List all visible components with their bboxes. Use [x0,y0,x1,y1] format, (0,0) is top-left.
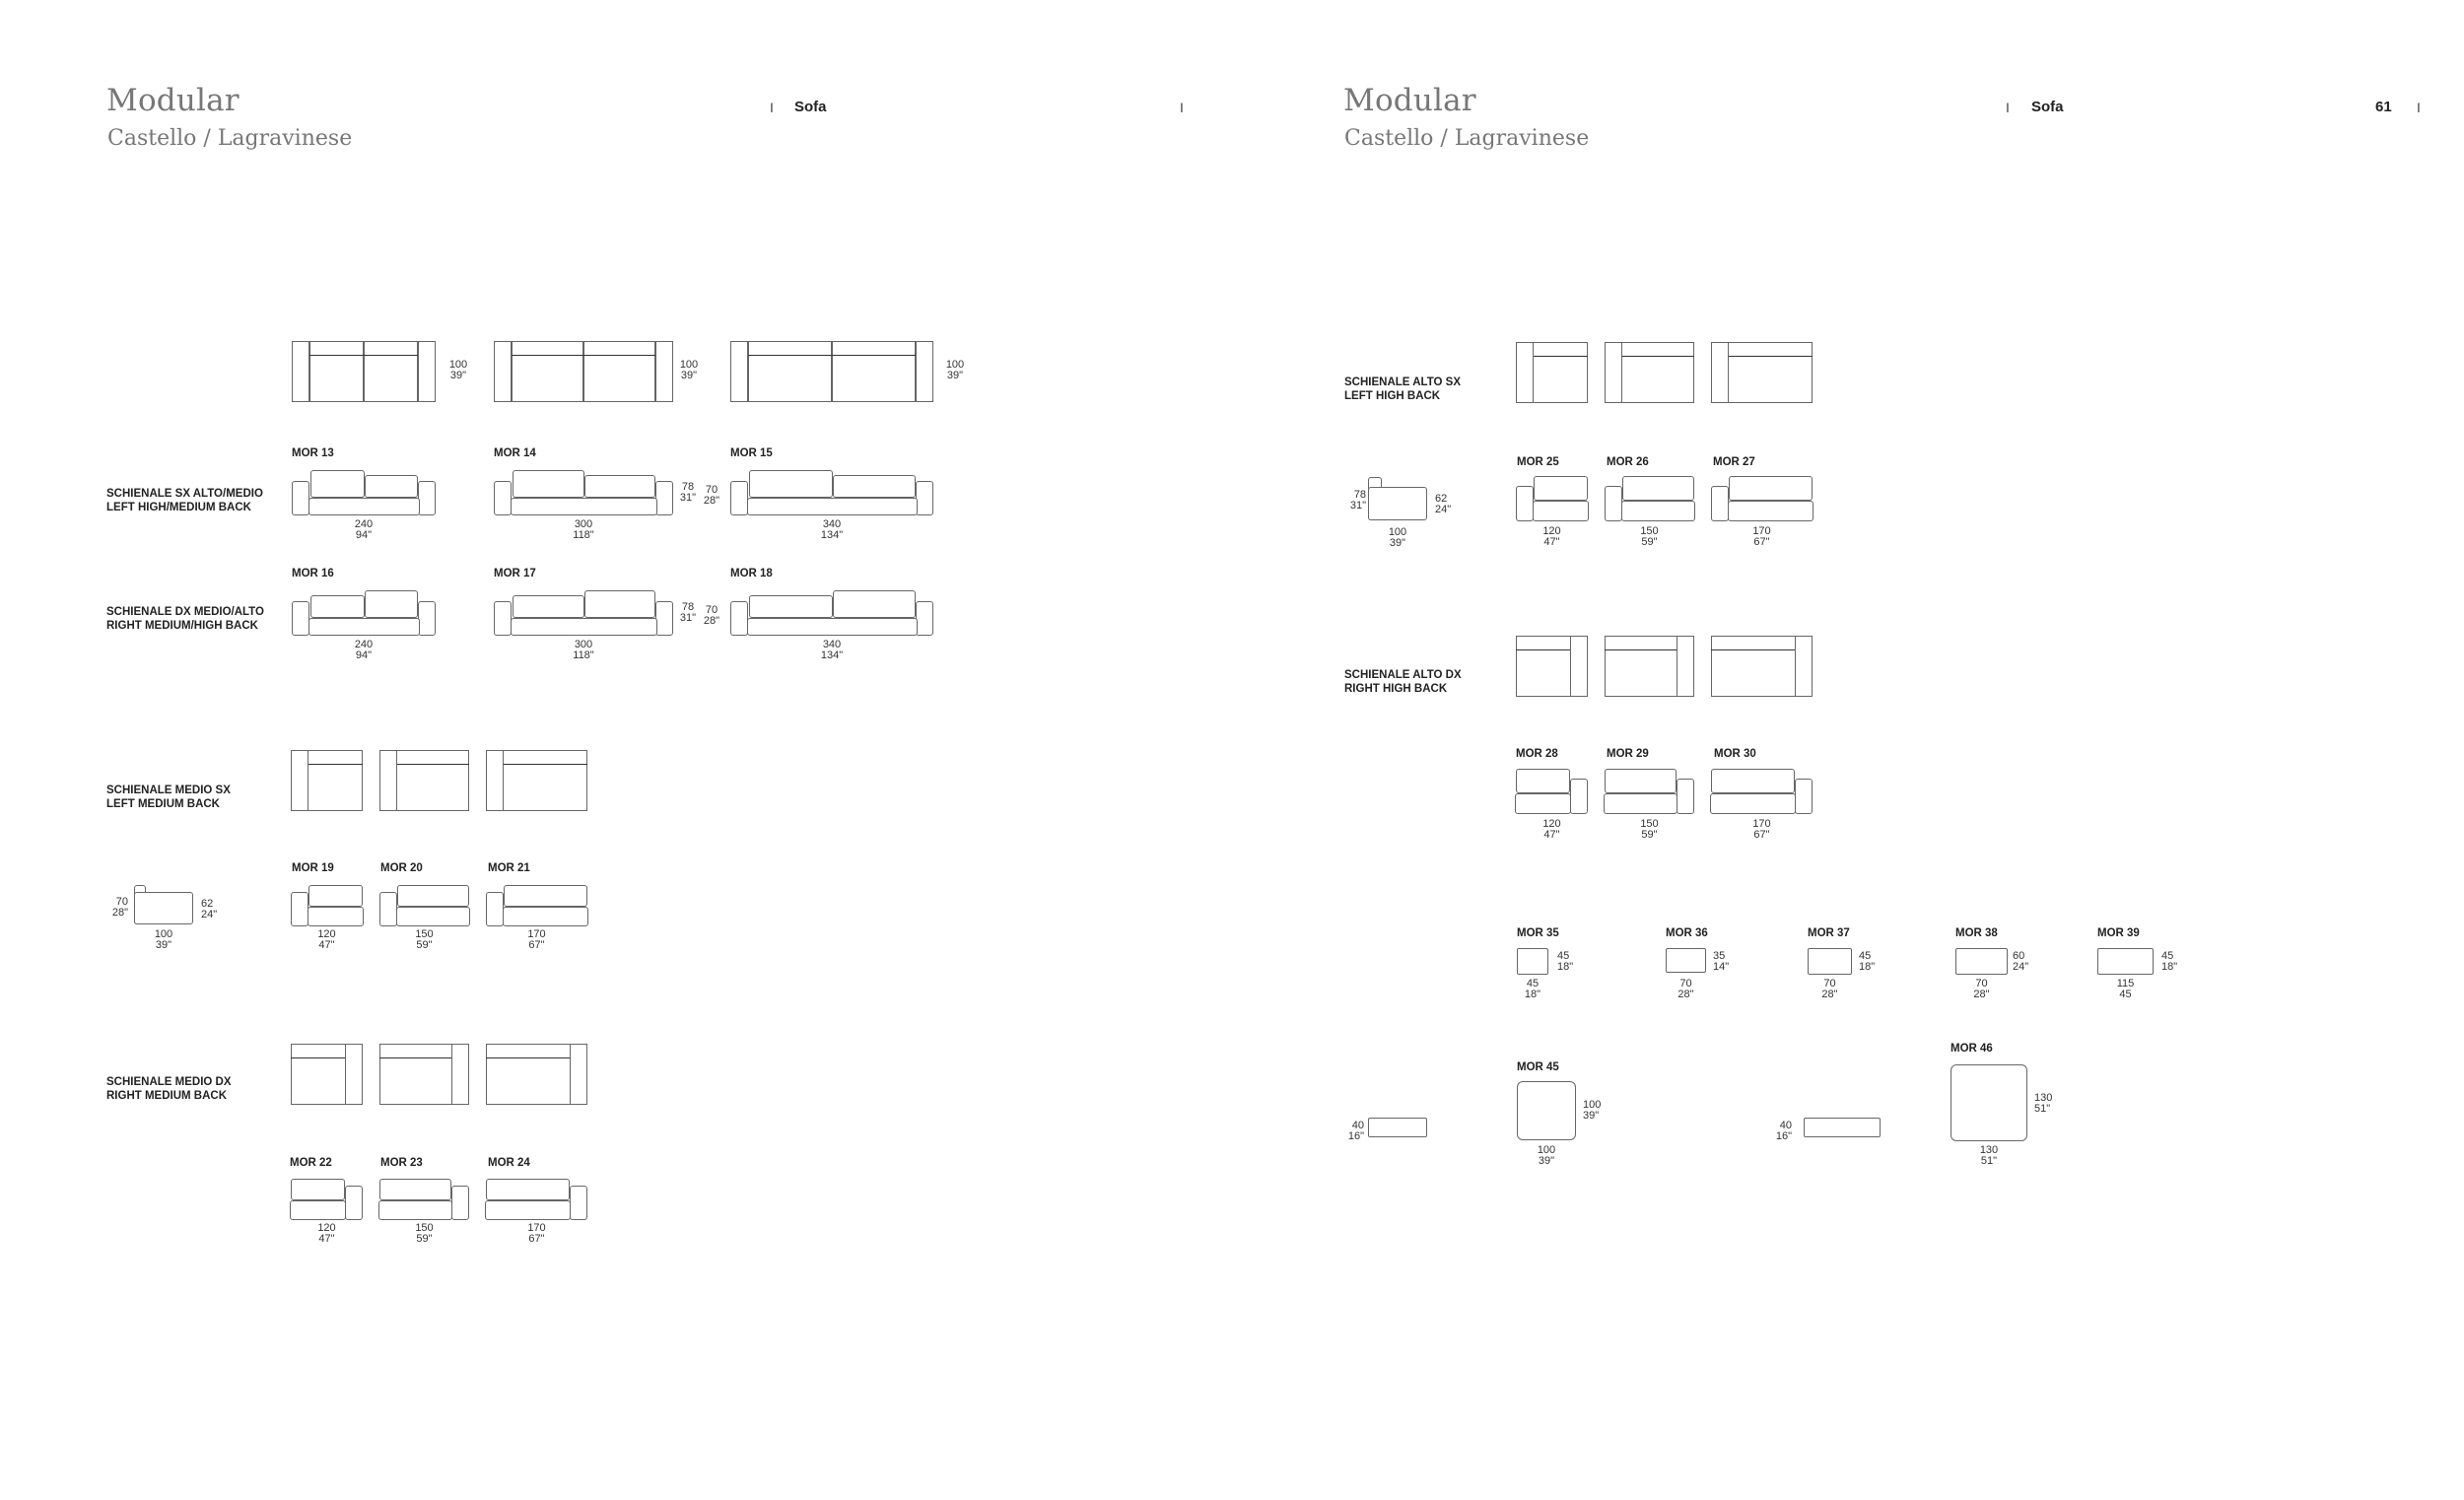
dimension: 340 134" [820,639,844,661]
model-code: MOR 45 [1517,1061,1559,1073]
dimension: 60 24" [2013,950,2029,973]
model-code: MOR 25 [1517,456,1559,468]
dimension: 70 28" [703,604,720,627]
model-code: MOR 17 [494,568,536,580]
dimension: 40 16" [1775,1120,1792,1142]
page-title: Modular [1343,83,1476,118]
dimension: 100 39" [1388,526,1407,549]
dimension: 120 47" [1542,525,1561,548]
dimension: 78 31" [679,601,697,624]
row-label: SCHIENALE MEDIO DX RIGHT MEDIUM BACK [106,1076,232,1102]
pouf-side-mor46 [1804,1118,1881,1137]
model-code: MOR 35 [1517,927,1559,939]
model-code: MOR 22 [290,1157,332,1169]
dimension: 40 16" [1347,1120,1364,1142]
pouf-plan-mor36 [1666,948,1706,973]
model-code: MOR 18 [730,568,773,580]
dimension: 340 134" [820,518,844,541]
model-code: MOR 46 [1951,1043,1993,1055]
model-code: MOR 36 [1666,927,1708,939]
dimension: 240 94" [354,639,374,661]
model-code: MOR 16 [292,568,334,580]
dimension: 130 51" [2034,1092,2053,1115]
model-code: MOR 24 [488,1157,530,1169]
dimension: 100 39" [448,359,468,381]
model-code: MOR 19 [292,862,334,874]
model-code: MOR 27 [1713,456,1755,468]
dimension: 100 39" [1537,1144,1556,1167]
page-number: 61 [2375,99,2392,115]
dimension: 45 18" [1859,950,1876,973]
section-label: Sofa [2031,99,2064,115]
dimension: 300 118" [573,518,594,541]
section-label: Sofa [794,99,827,115]
dimension: 70 28" [111,896,128,919]
model-code: MOR 15 [730,447,773,459]
dimension: 70 28" [703,484,720,507]
dimension: 130 51" [1979,1144,1999,1167]
dimension: 70 28" [1973,978,1990,1000]
pouf-plan-mor45 [1517,1081,1576,1140]
dimension: 70 28" [1821,978,1838,1000]
pouf-plan-mor35 [1517,948,1548,975]
separator: I [2417,100,2421,115]
page-subtitle: Castello / Lagravinese [107,126,353,151]
row-label: SCHIENALE SX ALTO/MEDIO LEFT HIGH/MEDIUM BACK [106,488,263,513]
dimension: 170 67" [1752,818,1771,841]
pouf-plan-mor39 [2097,948,2154,975]
dimension: 120 47" [1542,818,1561,841]
dimension: 78 31" [1349,489,1366,511]
model-code: MOR 26 [1607,456,1649,468]
pouf-plan-mor38 [1955,948,2008,975]
dimension: 45 18" [1557,950,1574,973]
dimension: 300 118" [573,639,594,661]
model-code: MOR 30 [1714,748,1756,760]
model-code: MOR 21 [488,862,530,874]
model-code: MOR 20 [380,862,423,874]
row-label: SCHIENALE ALTO SX LEFT HIGH BACK [1344,376,1461,402]
dimension: 70 28" [1677,978,1694,1000]
dimension: 62 24" [1435,493,1452,515]
row-label: SCHIENALE ALTO DX RIGHT HIGH BACK [1344,669,1462,695]
model-code: MOR 23 [380,1157,423,1169]
model-code: MOR 14 [494,447,536,459]
page-subtitle: Castello / Lagravinese [1344,126,1590,151]
model-code: MOR 28 [1516,748,1558,760]
model-code: MOR 29 [1607,748,1649,760]
dimension: 78 31" [679,481,697,504]
dimension: 100 39" [154,928,173,951]
model-code: MOR 13 [292,447,334,459]
dimension: 45 18" [1524,978,1541,1000]
dimension: 100 39" [1583,1099,1602,1122]
dimension: 100 39" [679,359,699,381]
row-label: SCHIENALE MEDIO SX LEFT MEDIUM BACK [106,784,231,810]
model-code: MOR 37 [1808,927,1850,939]
dimension: 150 59" [415,928,434,951]
model-code: MOR 39 [2097,927,2140,939]
dimension: 150 59" [1640,818,1659,841]
pouf-side-mor45 [1368,1118,1427,1137]
model-code: MOR 38 [1955,927,1998,939]
dimension: 170 67" [527,1222,546,1245]
dimension: 45 18" [2161,950,2178,973]
dimension: 62 24" [201,898,218,920]
dimension: 115 45 [2116,978,2135,1000]
row-label: SCHIENALE DX MEDIO/ALTO RIGHT MEDIUM/HIGH BACK [106,606,264,632]
separator: I [1180,100,1184,115]
dimension: 150 59" [1640,525,1659,548]
dimension: 150 59" [415,1222,434,1245]
dimension: 35 14" [1713,950,1730,973]
dimension: 170 67" [527,928,546,951]
dimension: 170 67" [1752,525,1771,548]
pouf-plan-mor46 [1951,1064,2027,1141]
dimension: 120 47" [317,928,336,951]
dimension: 120 47" [317,1222,336,1245]
page-title: Modular [106,83,240,118]
pouf-plan-mor37 [1808,948,1852,975]
dimension: 100 39" [945,359,965,381]
dimension: 240 94" [354,518,374,541]
separator: I [2006,100,2010,115]
separator: I [770,100,774,115]
